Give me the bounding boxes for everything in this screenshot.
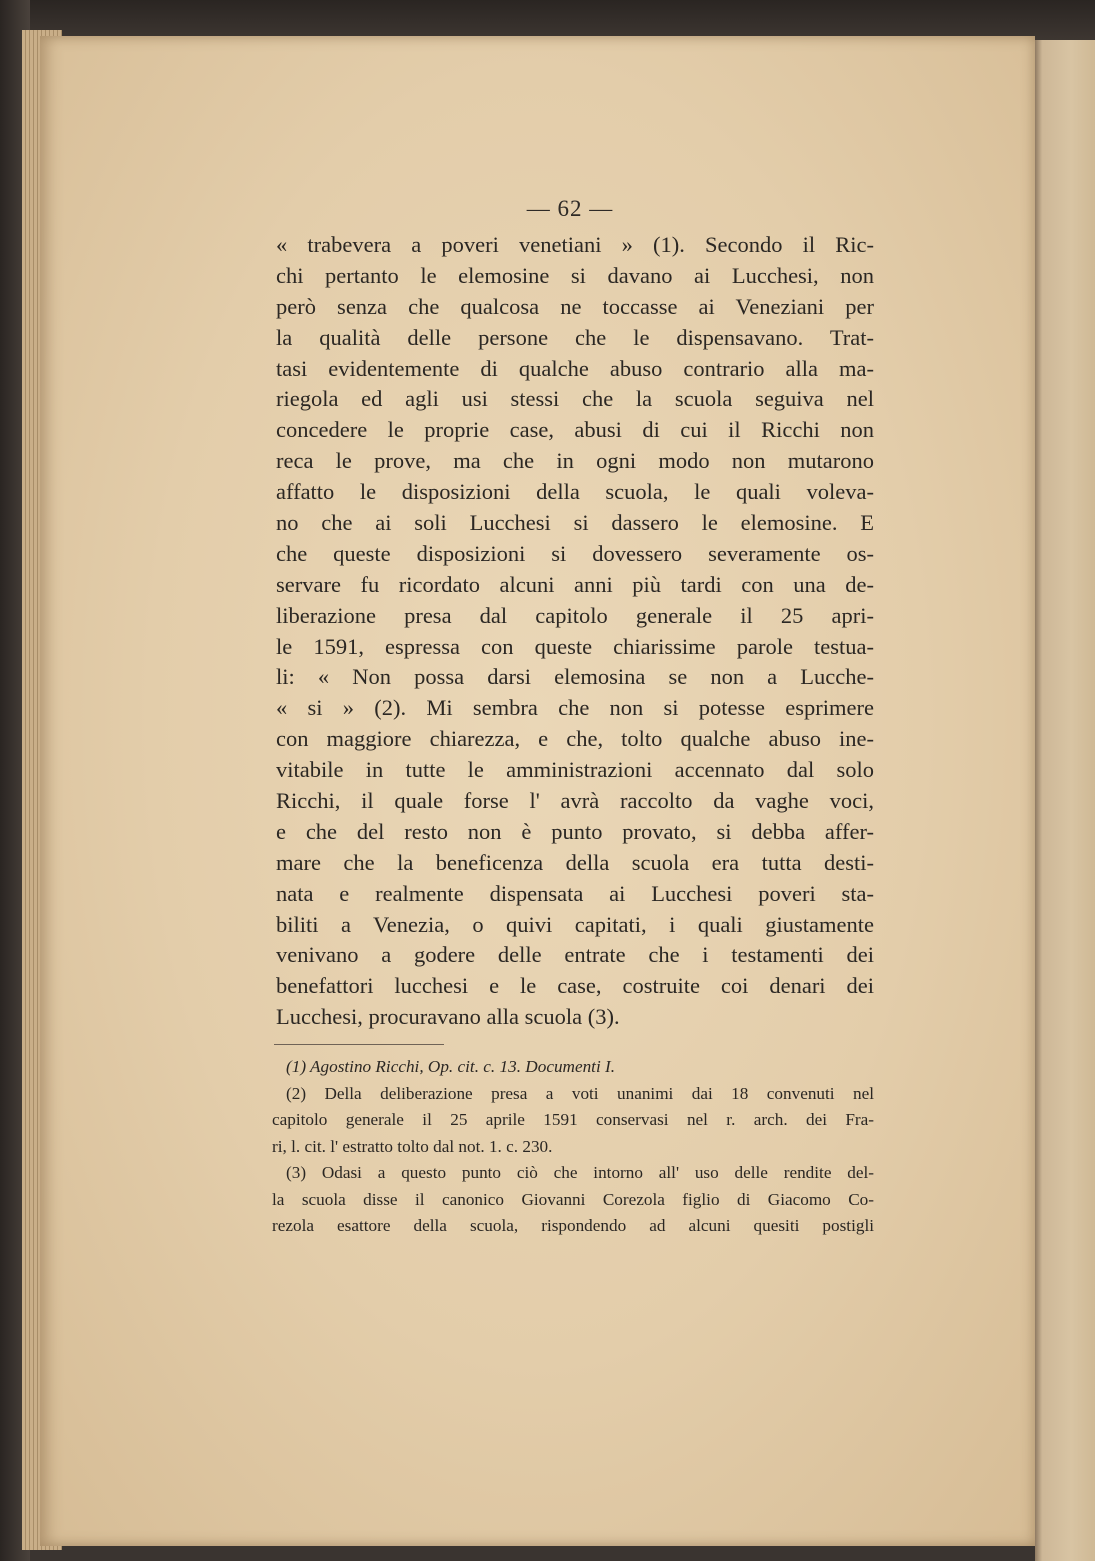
body-line: che queste disposizioni si dovessero severamente os- [276, 540, 874, 566]
body-line: benefattori lucchesi e le case, costruite coi denari dei [276, 973, 874, 999]
body-line: Ricchi, il quale forse l' avrà raccolto da vaghe voci, [276, 788, 874, 814]
body-line: venivano a godere delle entrate che i testamenti dei [276, 942, 874, 968]
body-line: e che del resto non è punto provato, si debba affer- [276, 818, 874, 844]
body-line: vitabile in tutte le amministrazioni accennato dal solo [276, 757, 874, 783]
scan-top-border [0, 0, 1095, 40]
page-number: — 62 — [526, 196, 614, 221]
body-line: affatto le disposizioni della scuola, le quali voleva- [276, 479, 874, 505]
footnote-3-line: (3) Odasi a questo punto ciò che intorno all' uso delle rendite del- [286, 1163, 874, 1182]
body-line: liberazione presa dal capitolo generale il 25 apri- [276, 602, 874, 628]
footnote-1: (1) Agostino Ricchi, Op. cit. c. 13. Documenti I. [286, 1057, 616, 1076]
body-line: tasi evidentemente di qualche abuso contrario alla ma- [276, 355, 874, 381]
body-line: no che ai soli Lucchesi si dassero le elemosine. E [276, 510, 874, 536]
footnote-2-line: ri, l. cit. l' estratto tolto dal not. 1. c. 230. [272, 1136, 553, 1156]
body-line: la qualità delle persone che le dispensavano. Trat- [276, 324, 874, 350]
body-line: reca le prove, ma che in ogni modo non mutarono [276, 448, 874, 474]
footnote-3-line: rezola esattore della scuola, rispondendo ad alcuni quesiti postigli [272, 1216, 874, 1235]
body-line: « trabevera a poveri venetiani » (1). Secondo il Ric- [276, 232, 874, 257]
body-line: concedere le proprie case, abusi di cui il Ricchi non [276, 417, 874, 443]
body-line: riegola ed agli usi stessi che la scuola seguiva nel [276, 386, 874, 412]
body-text [276, 230, 874, 1033]
body-line: biliti a Venezia, o quivi capitati, i quali giustamente [276, 911, 874, 937]
body-line: servare fu ricordato alcuni anni più tardi con una de- [276, 571, 874, 597]
footnote-3-line: la scuola disse il canonico Giovanni Corezola figlio di Giacomo Co- [272, 1189, 874, 1209]
footnote-2-line: (2) Della deliberazione presa a voti unanimi dai 18 convenuti nel [286, 1083, 874, 1103]
body-line: le 1591, espressa con queste chiarissime parole testua- [276, 633, 874, 659]
body-line: con maggiore chiarezza, e che, tolto qualche abuso ine- [276, 726, 874, 752]
body-line: Lucchesi, procuravano alla scuola (3). [276, 1004, 620, 1030]
footnote-2-line: capitolo generale il 25 aprile 1591 conservasi nel r. arch. dei Fra- [272, 1110, 874, 1129]
footnotes [272, 1054, 874, 1240]
body-line: però senza che qualcosa ne toccasse ai Veneziani per [276, 293, 874, 319]
body-line: « si » (2). Mi sembra che non si potesse esprimere [276, 695, 874, 721]
body-line: chi pertanto le elemosine si davano ai Lucchesi, non [276, 262, 874, 288]
body-line: mare che la beneficenza della scuola era tutta desti- [276, 849, 874, 875]
body-line: nata e realmente dispensata ai Lucchesi poveri sta- [276, 880, 874, 906]
body-line: li: « Non possa darsi elemosina se non a Lucche- [276, 664, 874, 690]
footnote-separator [274, 1044, 444, 1045]
facing-page-edge [1035, 40, 1095, 1561]
